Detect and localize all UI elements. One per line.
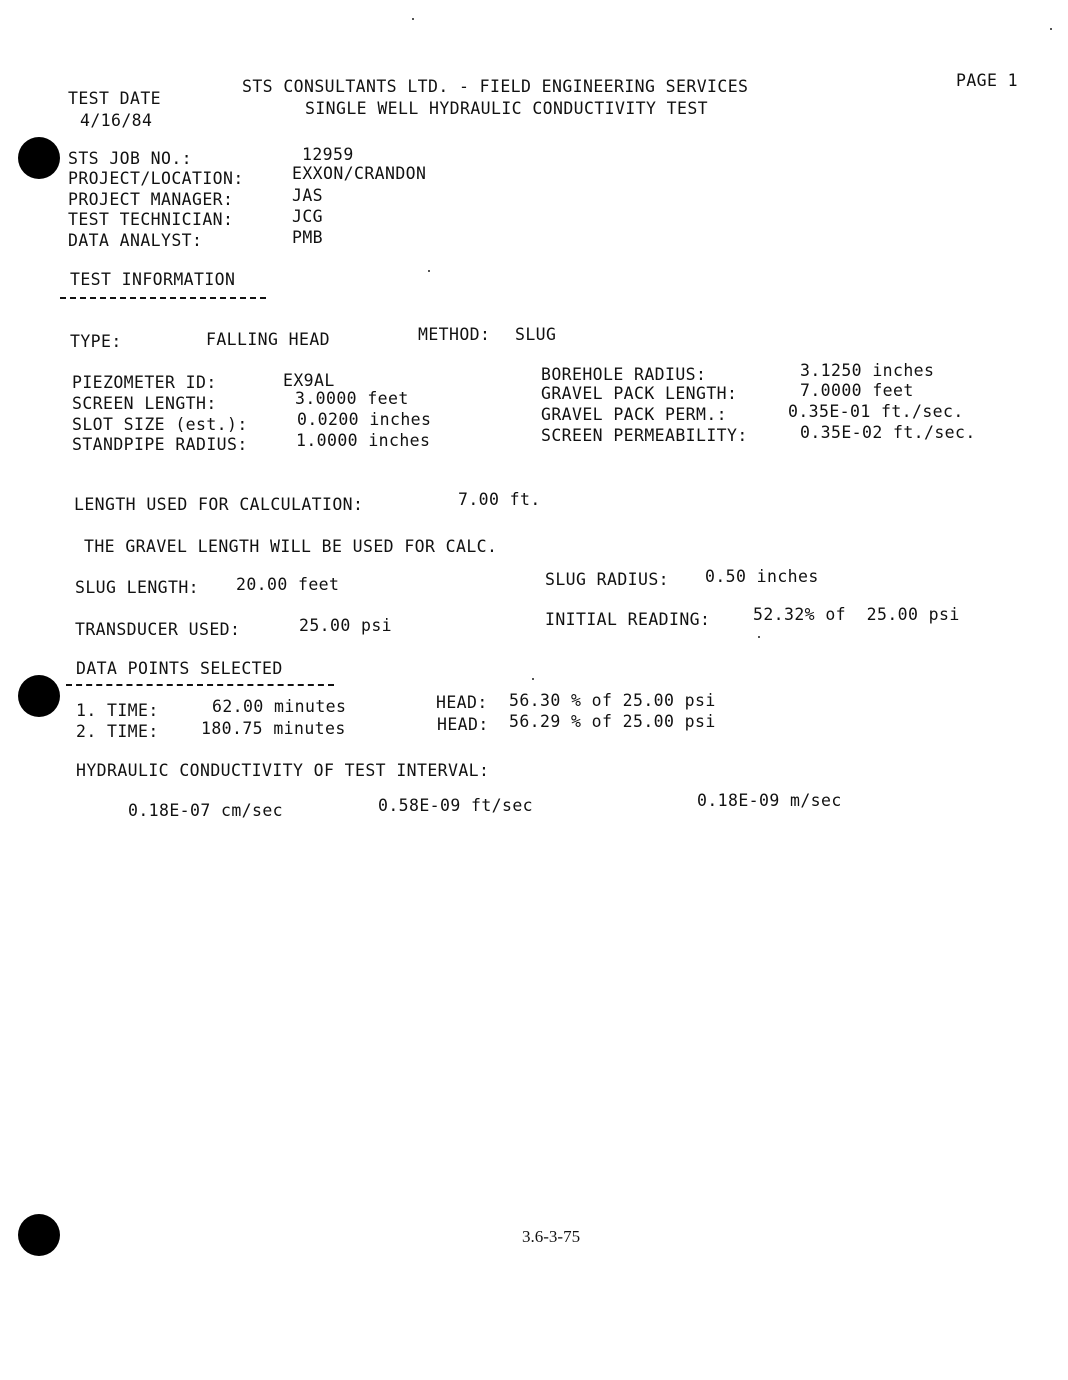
slot-size: 0.0200 inches [297,410,432,429]
gravel-perm-label: GRAVEL PACK PERM.: [541,405,728,424]
manager: JAS [292,186,324,205]
screen-permeability: 0.35E-02 ft./sec. [800,423,976,442]
company-title: STS CONSULTANTS LTD. - FIELD ENGINEERING SERVICES [242,77,749,96]
conductivity-ft-sec: 0.58E-09 ft/sec [378,796,534,815]
binder-hole-top [18,137,60,179]
data-point-1-head: 56.30 % of 25.00 psi [509,691,716,710]
scan-speck [532,678,534,680]
test-type: FALLING HEAD [206,330,331,349]
analyst-label: DATA ANALYST: [68,231,203,250]
data-point-1-head-label: HEAD: [436,693,488,712]
calc-length-label: LENGTH USED FOR CALCULATION: [74,495,364,514]
data-point-2-head-label: HEAD: [437,715,489,734]
binder-hole-middle [18,675,60,717]
gravel-pack-length: 7.0000 feet [800,381,914,400]
data-point-1-time-label: 1. TIME: [76,701,159,720]
data-point-2-time: 180.75 minutes [201,719,346,738]
method: SLUG [515,325,557,344]
binder-hole-bottom [18,1214,60,1256]
scan-speck [1050,28,1052,30]
job-no: 12959 [302,145,354,164]
data-points-heading: DATA POINTS SELECTED [76,659,283,678]
transducer: 25.00 psi [299,616,393,635]
slug-length-label: SLUG LENGTH: [75,578,200,597]
initial-reading: 52.32% of 25.00 psi [753,605,960,624]
data-point-2-time-label: 2. TIME: [76,722,159,741]
screen-length-label: SCREEN LENGTH: [72,394,217,413]
page-code: 3.6-3-75 [522,1227,581,1246]
conductivity-heading: HYDRAULIC CONDUCTIVITY OF TEST INTERVAL: [76,761,490,780]
conductivity-m-sec: 0.18E-09 m/sec [697,791,842,810]
method-label: METHOD: [418,325,491,344]
scan-speck [758,636,760,638]
analyst: PMB [292,228,324,247]
type-label: TYPE: [70,332,122,351]
piezometer-id: EX9AL [283,371,335,390]
page-number: PAGE 1 [956,71,1019,90]
initial-reading-label: INITIAL READING: [545,610,711,629]
piezometer-label: PIEZOMETER ID: [72,373,217,392]
conductivity-cm-sec: 0.18E-07 cm/sec [128,801,284,820]
scan-speck [428,270,430,272]
gravel-note: THE GRAVEL LENGTH WILL BE USED FOR CALC. [84,537,498,556]
manager-label: PROJECT MANAGER: [68,190,234,209]
slug-length: 20.00 feet [236,575,340,594]
borehole-label: BOREHOLE RADIUS: [541,365,707,384]
data-point-2-head: 56.29 % of 25.00 psi [509,712,716,731]
standpipe-label: STANDPIPE RADIUS: [72,435,248,454]
gravel-pack-perm: 0.35E-01 ft./sec. [788,402,964,421]
location: EXXON/CRANDON [292,164,427,183]
job-no-label: STS JOB NO.: [68,149,193,168]
screen-perm-label: SCREEN PERMEABILITY: [541,426,748,445]
technician-label: TEST TECHNICIAN: [68,210,234,229]
borehole-radius: 3.1250 inches [800,361,935,380]
slot-size-label: SLOT SIZE (est.): [72,415,248,434]
scan-speck [412,18,414,20]
test-date: 4/16/84 [80,111,153,130]
heading-underline [60,297,266,299]
slug-radius: 0.50 inches [705,567,819,586]
location-label: PROJECT/LOCATION: [68,169,244,188]
standpipe-radius: 1.0000 inches [296,431,431,450]
gravel-length-label: GRAVEL PACK LENGTH: [541,384,738,403]
transducer-label: TRANSDUCER USED: [75,620,241,639]
technician: JCG [292,207,324,226]
screen-length: 3.0000 feet [295,389,409,408]
test-date-label: TEST DATE [68,89,162,108]
calc-length: 7.00 ft. [458,490,541,509]
report-subtitle: SINGLE WELL HYDRAULIC CONDUCTIVITY TEST [305,99,709,118]
data-points-underline [66,684,334,686]
test-information-heading: TEST INFORMATION [70,270,236,289]
data-point-1-time: 62.00 minutes [212,697,347,716]
slug-radius-label: SLUG RADIUS: [545,570,670,589]
